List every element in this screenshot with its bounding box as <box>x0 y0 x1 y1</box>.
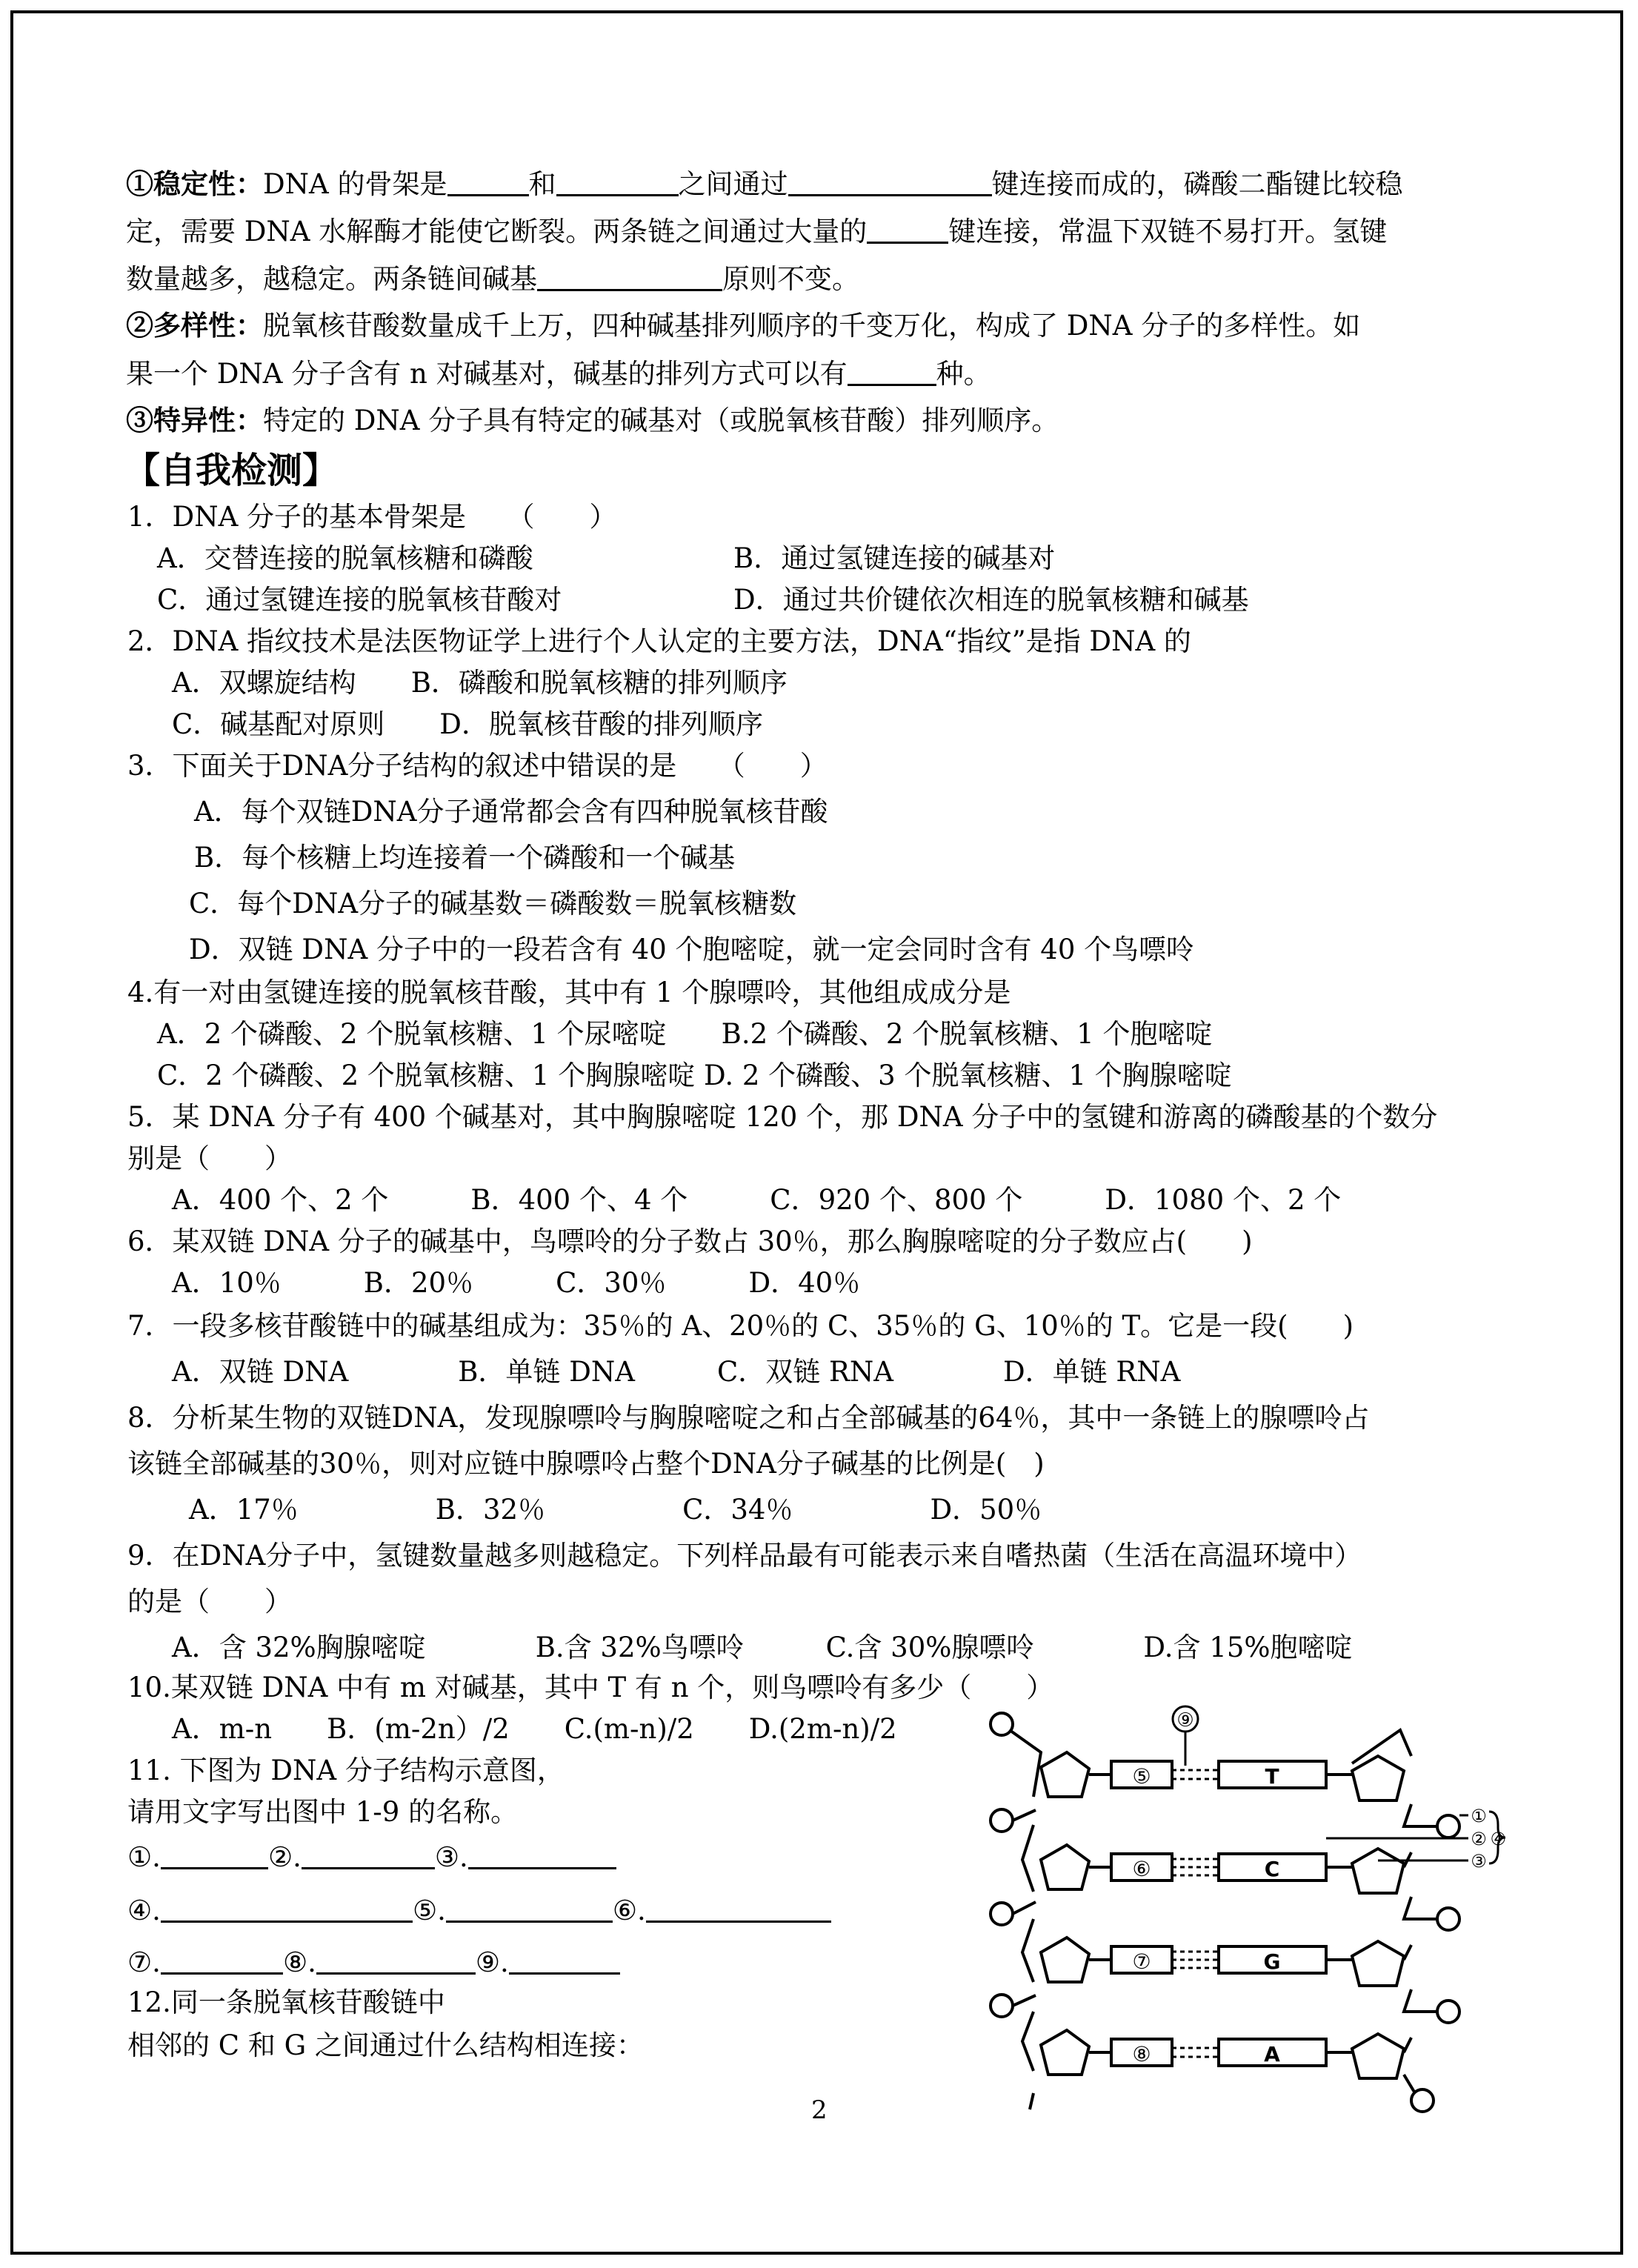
specificity-label: ③特异性： <box>126 404 263 436</box>
q1-option-a[interactable]: A．交替连接的脱氧核糖和磷酸 <box>157 542 533 574</box>
box-label-6: ⑥ <box>1132 1857 1151 1881</box>
q8-stem: 8．分析某生物的双链DNA，发现腺嘌呤与胸腺嘧啶之和占全部碱基的64％，其中一条链上的腺嘌呤占 <box>127 1402 1370 1434</box>
q2-options-cd[interactable]: C．碱基配对原则 D．脱氧核苷酸的排列顺序 <box>172 708 763 740</box>
q9-stem-2: 的是（ ） <box>127 1586 292 1617</box>
blank-backbone-2[interactable] <box>556 164 679 196</box>
q11-blanks-row-2: ④. ⑤. ⑥. <box>127 1891 831 1929</box>
blank-3[interactable] <box>468 1838 616 1869</box>
blank-2[interactable] <box>302 1838 435 1869</box>
box-label-8: ⑧ <box>1132 2042 1151 2066</box>
q3-option-c[interactable]: C．每个DNA分子的碱基数＝磷酸数＝脱氧核糖数 <box>189 888 797 919</box>
stability-line-2: 定，需要 DNA 水解酶才能使它断裂。两条链之间通过大量的 键连接，常温下双链不易打开。氢键 <box>126 212 1387 250</box>
right-backbone-2 <box>1404 1804 1437 1826</box>
page-number: 2 <box>811 2095 828 2125</box>
label-4: ④ <box>1490 1829 1506 1849</box>
q10-stem: 10.某双链 DNA 中有 m 对碱基，其中 T 有 n 个，则鸟嘌呤有多少（ ） <box>127 1672 1054 1703</box>
diversity-line-1: ②多样性：脱氧核苷酸数量成千上万，四种碱基排列顺序的千变万化，构成了 DNA 分子的多样性。如 <box>126 309 1361 342</box>
q2-options-ab[interactable]: A．双螺旋结构 B．磷酸和脱氧核糖的排列顺序 <box>172 667 788 699</box>
q3-stem: 3．下面关于DNA分子结构的叙述中错误的是 （ ） <box>127 750 828 782</box>
q1-option-b[interactable]: B．通过氢键连接的碱基对 <box>733 542 1056 574</box>
label-1: ① <box>1471 1806 1487 1826</box>
deoxyribose-pentagon <box>1041 1752 1089 1797</box>
q3-option-d[interactable]: D．双链 DNA 分子中的一段若含有 40 个胞嘧啶，就一定会同时含有 40 个鸟嘌呤 <box>189 934 1194 965</box>
left-backbone-1 <box>1008 1729 1041 1797</box>
base-a: A <box>1264 2042 1280 2066</box>
q1-option-d[interactable]: D．通过共价键依次相连的脱氧核糖和碱基 <box>733 584 1249 616</box>
q10-options[interactable]: A．m-n B．(m-2n）/2 C.(m-n)/2 D.(2m-n)/2 <box>172 1713 897 1745</box>
blank-backbone-1[interactable] <box>447 164 529 196</box>
blank-6[interactable] <box>646 1891 831 1923</box>
phosphate-circle <box>991 1995 1013 2017</box>
phosphate-circle <box>1411 2089 1434 2112</box>
box-label-7: ⑦ <box>1132 1949 1151 1974</box>
q8-options[interactable]: A．17％ B．32％ C．34％ D．50％ <box>189 1494 1042 1526</box>
q6-options[interactable]: A．10％ B．20％ C．30％ D．40％ <box>172 1267 861 1299</box>
q6-stem: 6．某双链 DNA 分子的碱基中，鸟嘌呤的分子数占 30％，那么胸腺嘧啶的分子数应占( ) <box>127 1226 1253 1257</box>
blank-7[interactable] <box>161 1943 283 1975</box>
stability-line-1: ①稳定性：DNA 的骨架是 和 之间通过 键连接而成的，磷酸二酯键比较稳 <box>126 164 1403 203</box>
q4-options-ab[interactable]: A．2 个磷酸、2 个脱氧核糖、1 个尿嘧啶 B.2 个磷酸、2 个脱氧核糖、1 个胞嘧啶 <box>157 1018 1213 1050</box>
base-g: G <box>1263 1949 1281 1974</box>
q3-option-b[interactable]: B．每个核糖上均连接着一个磷酸和一个碱基 <box>194 842 736 874</box>
deoxyribose-pentagon <box>1041 1845 1089 1889</box>
blank-bond-type[interactable] <box>788 164 992 196</box>
left-backbone-3 <box>1022 1919 1033 1982</box>
q11-stem-2: 请用文字写出图中 1-9 的名称。 <box>127 1796 519 1828</box>
q11-blanks-row-1: ①. ②. ③. <box>127 1838 616 1876</box>
blank-pairing[interactable] <box>537 259 722 291</box>
diversity-label: ②多样性： <box>126 309 263 342</box>
base-t: T <box>1265 1764 1279 1789</box>
diversity-line-2: 果一个 DNA 分子含有 n 对碱基对，碱基的排列方式可以有 种。 <box>126 354 991 393</box>
q9-stem: 9．在DNA分子中，氢键数量越多则越稳定。下列样品最有可能表示来自嗜热菌（生活在高温环境中） <box>127 1540 1362 1572</box>
blank-1[interactable] <box>161 1838 268 1869</box>
label-3: ③ <box>1471 1851 1487 1872</box>
phosphate-circle <box>1437 1908 1459 1930</box>
q5-options[interactable]: A．400 个、2 个 B．400 个、4 个 C．920 个、800 个 D．1080 个、2 个 <box>172 1184 1342 1216</box>
deoxyribose-pentagon <box>1352 1849 1404 1893</box>
phosphate-circle <box>991 1809 1013 1832</box>
dna-structure-diagram <box>978 1700 1511 2115</box>
q1-option-c[interactable]: C．通过氢键连接的脱氧核苷酸对 <box>157 584 562 616</box>
q5-stem-2: 别是（ ） <box>127 1143 292 1174</box>
deoxyribose-pentagon <box>1352 2034 1404 2078</box>
phosphate-circle <box>1437 2001 1459 2023</box>
blank-arrangement[interactable] <box>848 354 936 386</box>
phosphate-circle <box>1437 1815 1459 1838</box>
deoxyribose-pentagon <box>1352 1941 1404 1986</box>
q11-stem: 11. 下图为 DNA 分子结构示意图， <box>127 1755 565 1786</box>
section-title: 【自我检测】 <box>124 450 339 491</box>
label-2: ② <box>1471 1829 1487 1849</box>
blank-8[interactable] <box>316 1943 476 1975</box>
q7-options[interactable]: A．双链 DNA B．单链 DNA C．双链 RNA D．单链 RNA <box>172 1356 1181 1388</box>
q1-stem: 1．DNA 分子的基本骨架是 （ ） <box>127 501 617 533</box>
blank-5[interactable] <box>446 1891 613 1923</box>
stability-label: ①稳定性： <box>126 167 263 200</box>
blank-4[interactable] <box>161 1891 413 1923</box>
q4-options-cd[interactable]: C．2 个磷酸、2 个脱氧核糖、1 个胸腺嘧啶 D. 2 个磷酸、3 个脱氧核糖、1 个胸腺嘧啶 <box>157 1060 1232 1091</box>
specificity-line: ③特异性：特定的 DNA 分子具有特定的碱基对（或脱氧核苷酸）排列顺序。 <box>126 404 1059 436</box>
phosphate-circle <box>991 1713 1013 1735</box>
deoxyribose-pentagon <box>1041 1938 1089 1982</box>
deoxyribose-pentagon <box>1041 2030 1089 2075</box>
q5-stem: 5．某 DNA 分子有 400 个碱基对，其中胸腺嘧啶 120 个，那 DNA 分子中的氢键和游离的磷酸基的个数分 <box>127 1101 1438 1133</box>
label-9: ⑨ <box>1176 1709 1194 1732</box>
blank-hydrogen[interactable] <box>867 212 948 244</box>
left-backbone-2 <box>1022 1825 1033 1892</box>
q12-stem-2: 相邻的 C 和 G 之间通过什么结构相连接： <box>127 2029 644 2061</box>
q2-stem: 2．DNA 指纹技术是法医物证学上进行个人认定的主要方法，DNA“指纹”是指 DNA 的 <box>127 625 1191 657</box>
q3-option-a[interactable]: A．每个双链DNA分子通常都会含有四种脱氧核苷酸 <box>194 796 828 828</box>
left-backbone-4 <box>1022 2012 1033 2071</box>
q4-stem: 4.有一对由氢键连接的脱氧核苷酸，其中有 1 个腺嘌呤，其他组成成分是 <box>127 977 1011 1008</box>
stability-line-3: 数量越多，越稳定。两条链间碱基 原则不变。 <box>126 259 859 298</box>
q9-options[interactable]: A．含 32%胸腺嘧啶 B.含 32%鸟嘌呤 C.含 30%腺嘌呤 D.含 15%胞嘧啶 <box>172 1632 1353 1663</box>
base-c: C <box>1264 1857 1280 1881</box>
blank-9[interactable] <box>509 1943 620 1975</box>
deoxyribose-pentagon <box>1352 1756 1404 1800</box>
q12-stem: 12.同一条脱氧核苷酸链中 <box>127 1986 445 2018</box>
q11-blanks-row-3: ⑦. ⑧. ⑨. <box>127 1943 620 1981</box>
q8-stem-2: 该链全部碱基的30％，则对应链中腺嘌呤占整个DNA分子碱基的比例是( ) <box>127 1448 1045 1480</box>
q7-stem: 7．一段多核苷酸链中的碱基组成为：35％的 A、20％的 C、35％的 G、10％的 T。它是一段( ) <box>127 1310 1354 1342</box>
box-label-5: ⑤ <box>1132 1764 1151 1789</box>
phosphate-circle <box>991 1903 1013 1925</box>
